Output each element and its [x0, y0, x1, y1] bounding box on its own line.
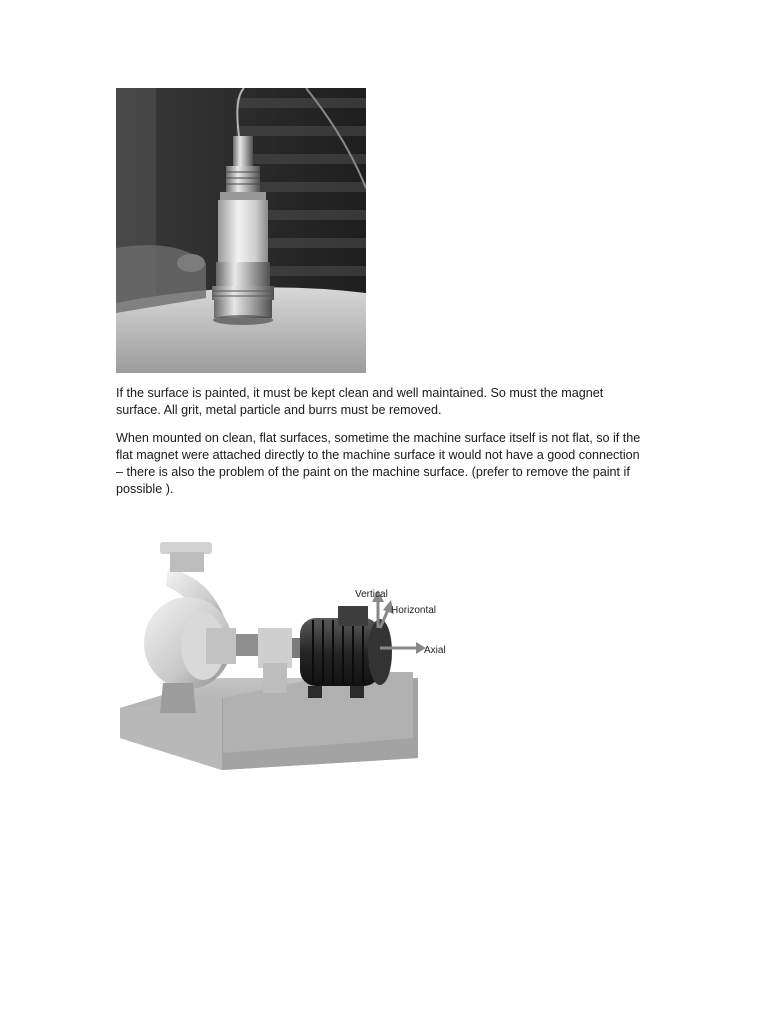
- paragraph-painted-surface: If the surface is painted, it must be kept clean and well maintained. So must the magnet surface. All grit, metal particle and burrs must be removed.: [116, 386, 604, 417]
- vertical-label: Vertical: [355, 589, 388, 600]
- sensor-photo: [116, 88, 366, 373]
- axial-label: Axial: [424, 645, 446, 656]
- horizontal-label: Horizontal: [391, 605, 437, 616]
- pump-motor-diagram: [118, 538, 448, 782]
- paragraph-flat-surface: When mounted on clean, flat surfaces, sometime the machine surface itself is not flat, so if the flat magnet were attached directly to the machine surface it would not have a good connection – there is also the problem of the paint on the machine surface. (prefer to remove the paint if possible ).: [116, 431, 641, 496]
